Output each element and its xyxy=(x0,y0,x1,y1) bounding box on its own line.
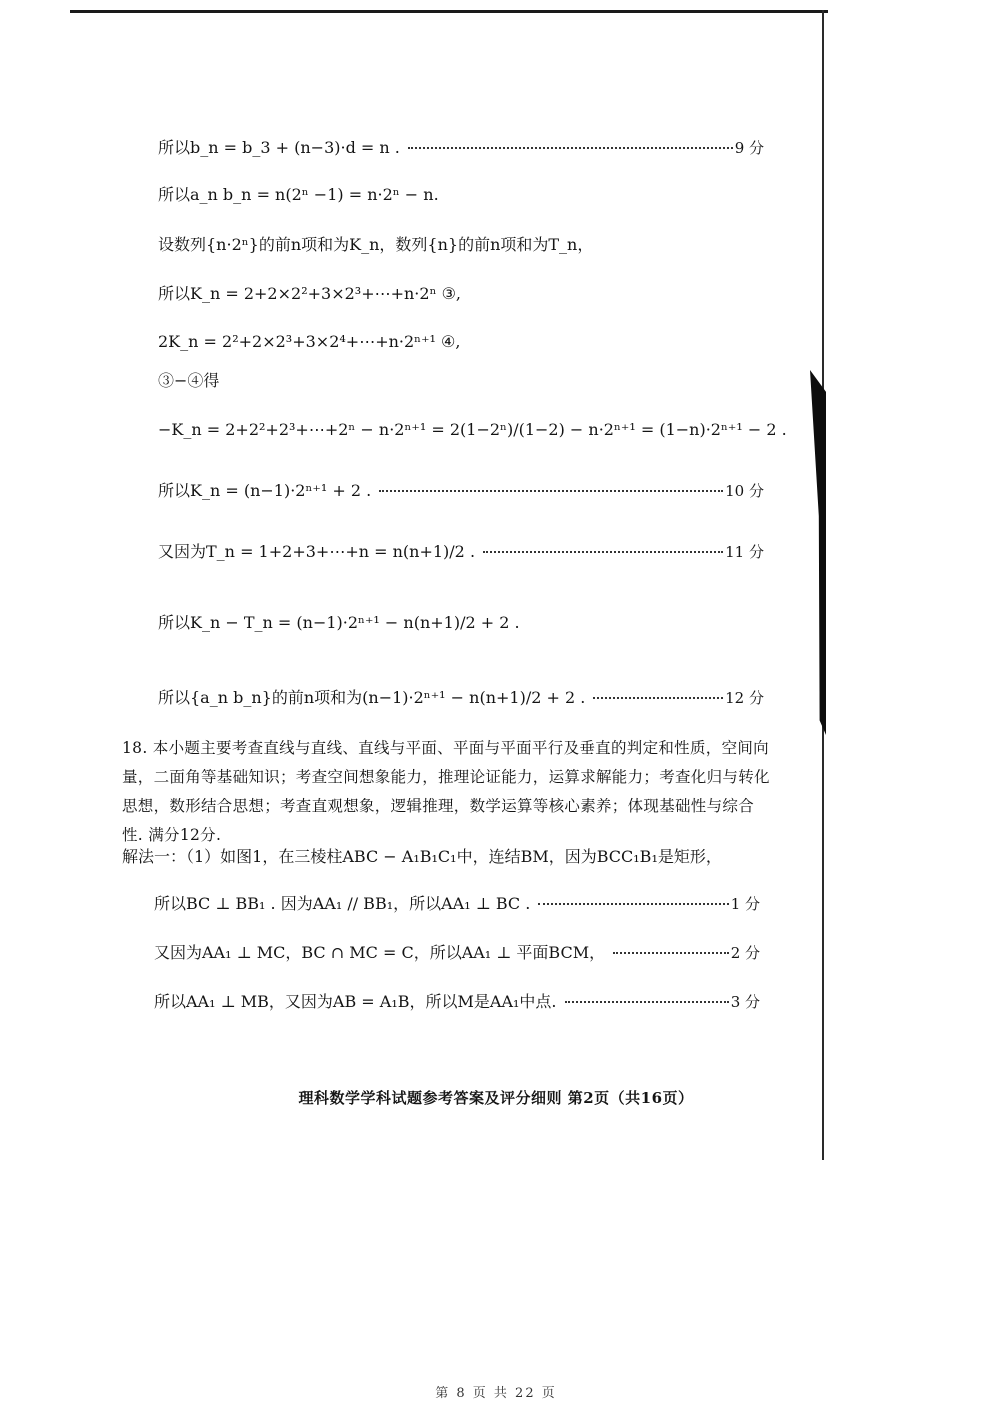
page-footer-title: 理科数学学科试题参考答案及评分细则 第2页（共16页） xyxy=(298,1089,694,1107)
solution-text: 2K_n = 2²+2×2³+3×2⁴+⋯+n·2ⁿ⁺¹ ④, xyxy=(158,332,461,351)
score-label: 3 分 xyxy=(730,993,760,1011)
dot-leader xyxy=(613,952,729,954)
solution-line xyxy=(158,420,787,440)
solution-text: 所以K_n − T_n = (n−1)·2ⁿ⁺¹ − n(n+1)/2 + 2 . xyxy=(158,613,520,632)
solution-line xyxy=(158,284,461,304)
scan-top-border xyxy=(70,10,828,13)
score-label: 9 分 xyxy=(734,139,764,157)
question-18-intro: 18. 本小题主要考查直线与直线、直线与平面、平面与平面平行及垂直的判定和性质，空间向量，二面角等基础知识；考查空间想象能力，推理论证能力，运算求解能力；考查化归与转化思想，数形结合思想；考查直观想象，逻辑推理，数学运算等核心素养；体现基础性与综合性. 满分12分. xyxy=(122,739,770,844)
solution-text: 所以{a_n b_n}的前n项和为(n−1)·2ⁿ⁺¹ − n(n+1)/2 + 2 . xyxy=(158,688,586,707)
solution-step xyxy=(154,992,760,1012)
solution-line xyxy=(158,613,520,633)
dot-leader xyxy=(408,147,733,149)
solution-text: 所以K_n = (n−1)·2ⁿ⁺¹ + 2 . xyxy=(158,481,372,500)
score-label: 11 分 xyxy=(725,543,764,561)
solution-text: 所以K_n = 2+2×2²+3×2³+⋯+n·2ⁿ ③, xyxy=(158,284,462,303)
solution-line xyxy=(158,138,764,158)
solution-line xyxy=(158,235,593,255)
solution-text: −K_n = 2+2²+2³+⋯+2ⁿ − n·2ⁿ⁺¹ = 2(1−2ⁿ)/(1−2) − n·2ⁿ⁺¹ = (1−n)·2ⁿ⁺¹ − 2 . xyxy=(158,420,787,439)
solution-text: 设数列{n·2ⁿ}的前n项和为K_n，数列{n}的前n项和为T_n， xyxy=(158,235,594,254)
scan-edge-shadow xyxy=(810,370,826,735)
score-label: 1 分 xyxy=(730,895,760,913)
solution-text: 又因为T_n = 1+2+3+⋯+n = n(n+1)/2 . xyxy=(158,542,476,561)
score-label: 10 分 xyxy=(725,482,764,500)
solution-text: ③−④得 xyxy=(158,371,220,390)
solution-text: 所以a_n b_n = n(2ⁿ −1) = n·2ⁿ − n. xyxy=(158,185,439,204)
solution-text: 所以BC ⊥ BB₁ . 因为AA₁ // BB₁，所以AA₁ ⊥ BC . xyxy=(154,894,531,913)
solution-heading: 解法一：（1）如图1，在三棱柱ABC − A₁B₁C₁中，连结BM，因为BCC₁B₁是矩形， xyxy=(122,847,722,866)
dot-leader xyxy=(483,551,723,553)
solution-line xyxy=(158,185,439,205)
solution-line xyxy=(158,332,460,352)
solution-step xyxy=(154,894,760,914)
solution-line xyxy=(158,688,764,708)
page-counter: 第 8 页 共 22 页 xyxy=(435,1386,557,1401)
solution-text: 所以b_n = b_3 + (n−3)·d = n . xyxy=(158,138,400,157)
solution-line xyxy=(158,371,219,391)
dot-leader xyxy=(379,490,723,492)
solution-text: 又因为AA₁ ⊥ MC，BC ∩ MC = C，所以AA₁ ⊥ 平面BCM， xyxy=(154,943,606,962)
dot-leader xyxy=(565,1001,729,1003)
solution-line xyxy=(158,542,764,562)
solution-step xyxy=(154,943,760,963)
solution-line xyxy=(158,481,764,501)
solution-text: 所以AA₁ ⊥ MB，又因为AB = A₁B，所以M是AA₁中点. xyxy=(154,992,557,1011)
score-label: 12 分 xyxy=(725,689,764,707)
dot-leader xyxy=(593,697,723,699)
score-label: 2 分 xyxy=(730,944,760,962)
dot-leader xyxy=(538,903,728,905)
